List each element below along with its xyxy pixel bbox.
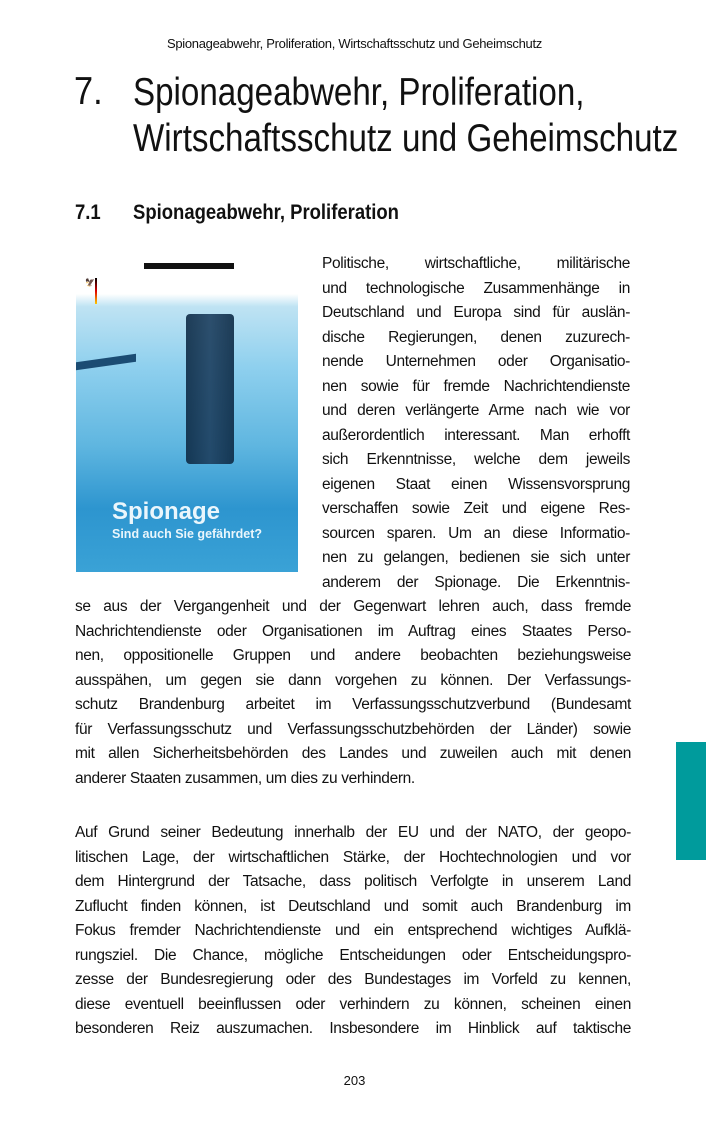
text-line: nen zu gelangen, bedienen sie sich unter	[322, 549, 630, 566]
cover-subtitle: Sind auch Sie gefährdet?	[112, 527, 263, 541]
chapter-title-line: Wirtschaftsschutz und Geheimschutz	[133, 117, 679, 160]
text-line: Politische, wirtschaftliche, militärische	[322, 255, 630, 272]
text-line: litischen Lage, der wirtschaftlichen Stärke, der Hochtechnologien und vor	[75, 848, 631, 866]
text-line: eigenen Staat einen Wissensvorsprung	[322, 475, 630, 493]
flag-stripe	[95, 278, 97, 304]
running-header: Spionageabwehr, Proliferation, Wirtschaftsschutz und Geheimschutz	[166, 36, 543, 51]
text-line: anderem der Spionage. Die Erkenntnis-	[322, 573, 630, 591]
text-line: zesse der Bundesregierung oder des Bundestages im Vorfeld zu kennen,	[75, 971, 631, 988]
paragraph-2	[75, 821, 631, 1042]
text-line: ausspähen, um gegen sie dann vorgehen zu können. Der Verfassungs-	[75, 671, 631, 689]
cover-title: Spionage	[112, 498, 221, 525]
text-line: nen sowie für fremde Nachrichtendienste	[322, 377, 630, 395]
text-line: Fokus fremder Nachrichtendienste und ein entsprechend wichtiges Aufklä-	[75, 922, 631, 939]
cover-person-silhouette	[186, 314, 234, 464]
text-line: Auf Grund seiner Bedeutung innerhalb der EU und der NATO, der geopo-	[75, 824, 631, 841]
text-line: verschaffen sowie Zeit und eigene Res-	[322, 500, 630, 517]
text-line: diese eventuell beeinflussen oder verhindern zu können, scheinen einen	[75, 995, 631, 1013]
section-title: Spionageabwehr, Proliferation	[133, 201, 399, 224]
cover-rail	[76, 354, 136, 370]
text-line: nen, oppositionelle Gruppen und andere beobachten beziehungsweise	[75, 647, 631, 664]
text-line: schutz Brandenburg arbeitet im Verfassungsschutzverbund (Bundesamt	[75, 696, 631, 713]
text-line: dische Regierungen, denen zuzurech-	[322, 328, 630, 346]
text-line: sourcen sparen. Um an diese Informatio-	[322, 524, 630, 542]
text-line: se aus der Vergangenheit und der Gegenwart lehren auch, dass fremde	[75, 598, 631, 615]
federal-eagle-logo: 🦅	[85, 278, 95, 287]
chapter-tab-marker	[676, 742, 706, 860]
text-line: dem Hintergrund der Tatsache, dass politisch Verfolgte in unserem Land	[75, 873, 631, 890]
paragraph-1-continued	[75, 595, 631, 791]
text-line: rungsziel. Die Chance, mögliche Entscheidungen oder Entscheidungspro-	[75, 946, 631, 964]
chapter-title	[133, 70, 678, 162]
text-line: Deutschland und Europa sind für auslän-	[322, 304, 630, 321]
paragraph-1-wrapped	[322, 252, 630, 595]
text-line: sich Erkenntnisse, welche dem jeweils	[322, 451, 630, 468]
cover-top-bar	[144, 263, 234, 269]
text-line: besonderen Reiz auszumachen. Insbesondere im Hinblick auf taktische	[75, 1020, 631, 1037]
text-line: und deren verlängerte Arme nach wie vor	[322, 402, 630, 419]
page-number: 203	[343, 1073, 366, 1088]
text-line: für Verfassungsschutz und Verfassungsschutzbehörden der Länder) sowie	[75, 720, 631, 738]
section-number: 7.1	[75, 201, 101, 224]
text-line: und technologische Zusammenhänge in	[322, 279, 630, 297]
text-line: mit allen Sicherheitsbehörden des Landes und zuweilen auch mit denen	[75, 745, 631, 762]
text-line: Nachrichtendienste oder Organisationen im Auftrag eines Staates Perso-	[75, 622, 631, 640]
text-line: außerordentlich interessant. Man erhofft	[322, 426, 630, 444]
brochure-cover-image	[76, 256, 298, 572]
text-line: anderer Staaten zusammen, um dies zu verhindern.	[75, 769, 415, 787]
text-line: nende Unternehmen oder Organisatio-	[322, 353, 630, 370]
text-line: Zuflucht finden können, ist Deutschland und somit auch Brandenburg im	[75, 897, 631, 915]
chapter-title-line: Spionageabwehr, Proliferation,	[133, 71, 585, 114]
chapter-number: 7.	[74, 70, 103, 113]
